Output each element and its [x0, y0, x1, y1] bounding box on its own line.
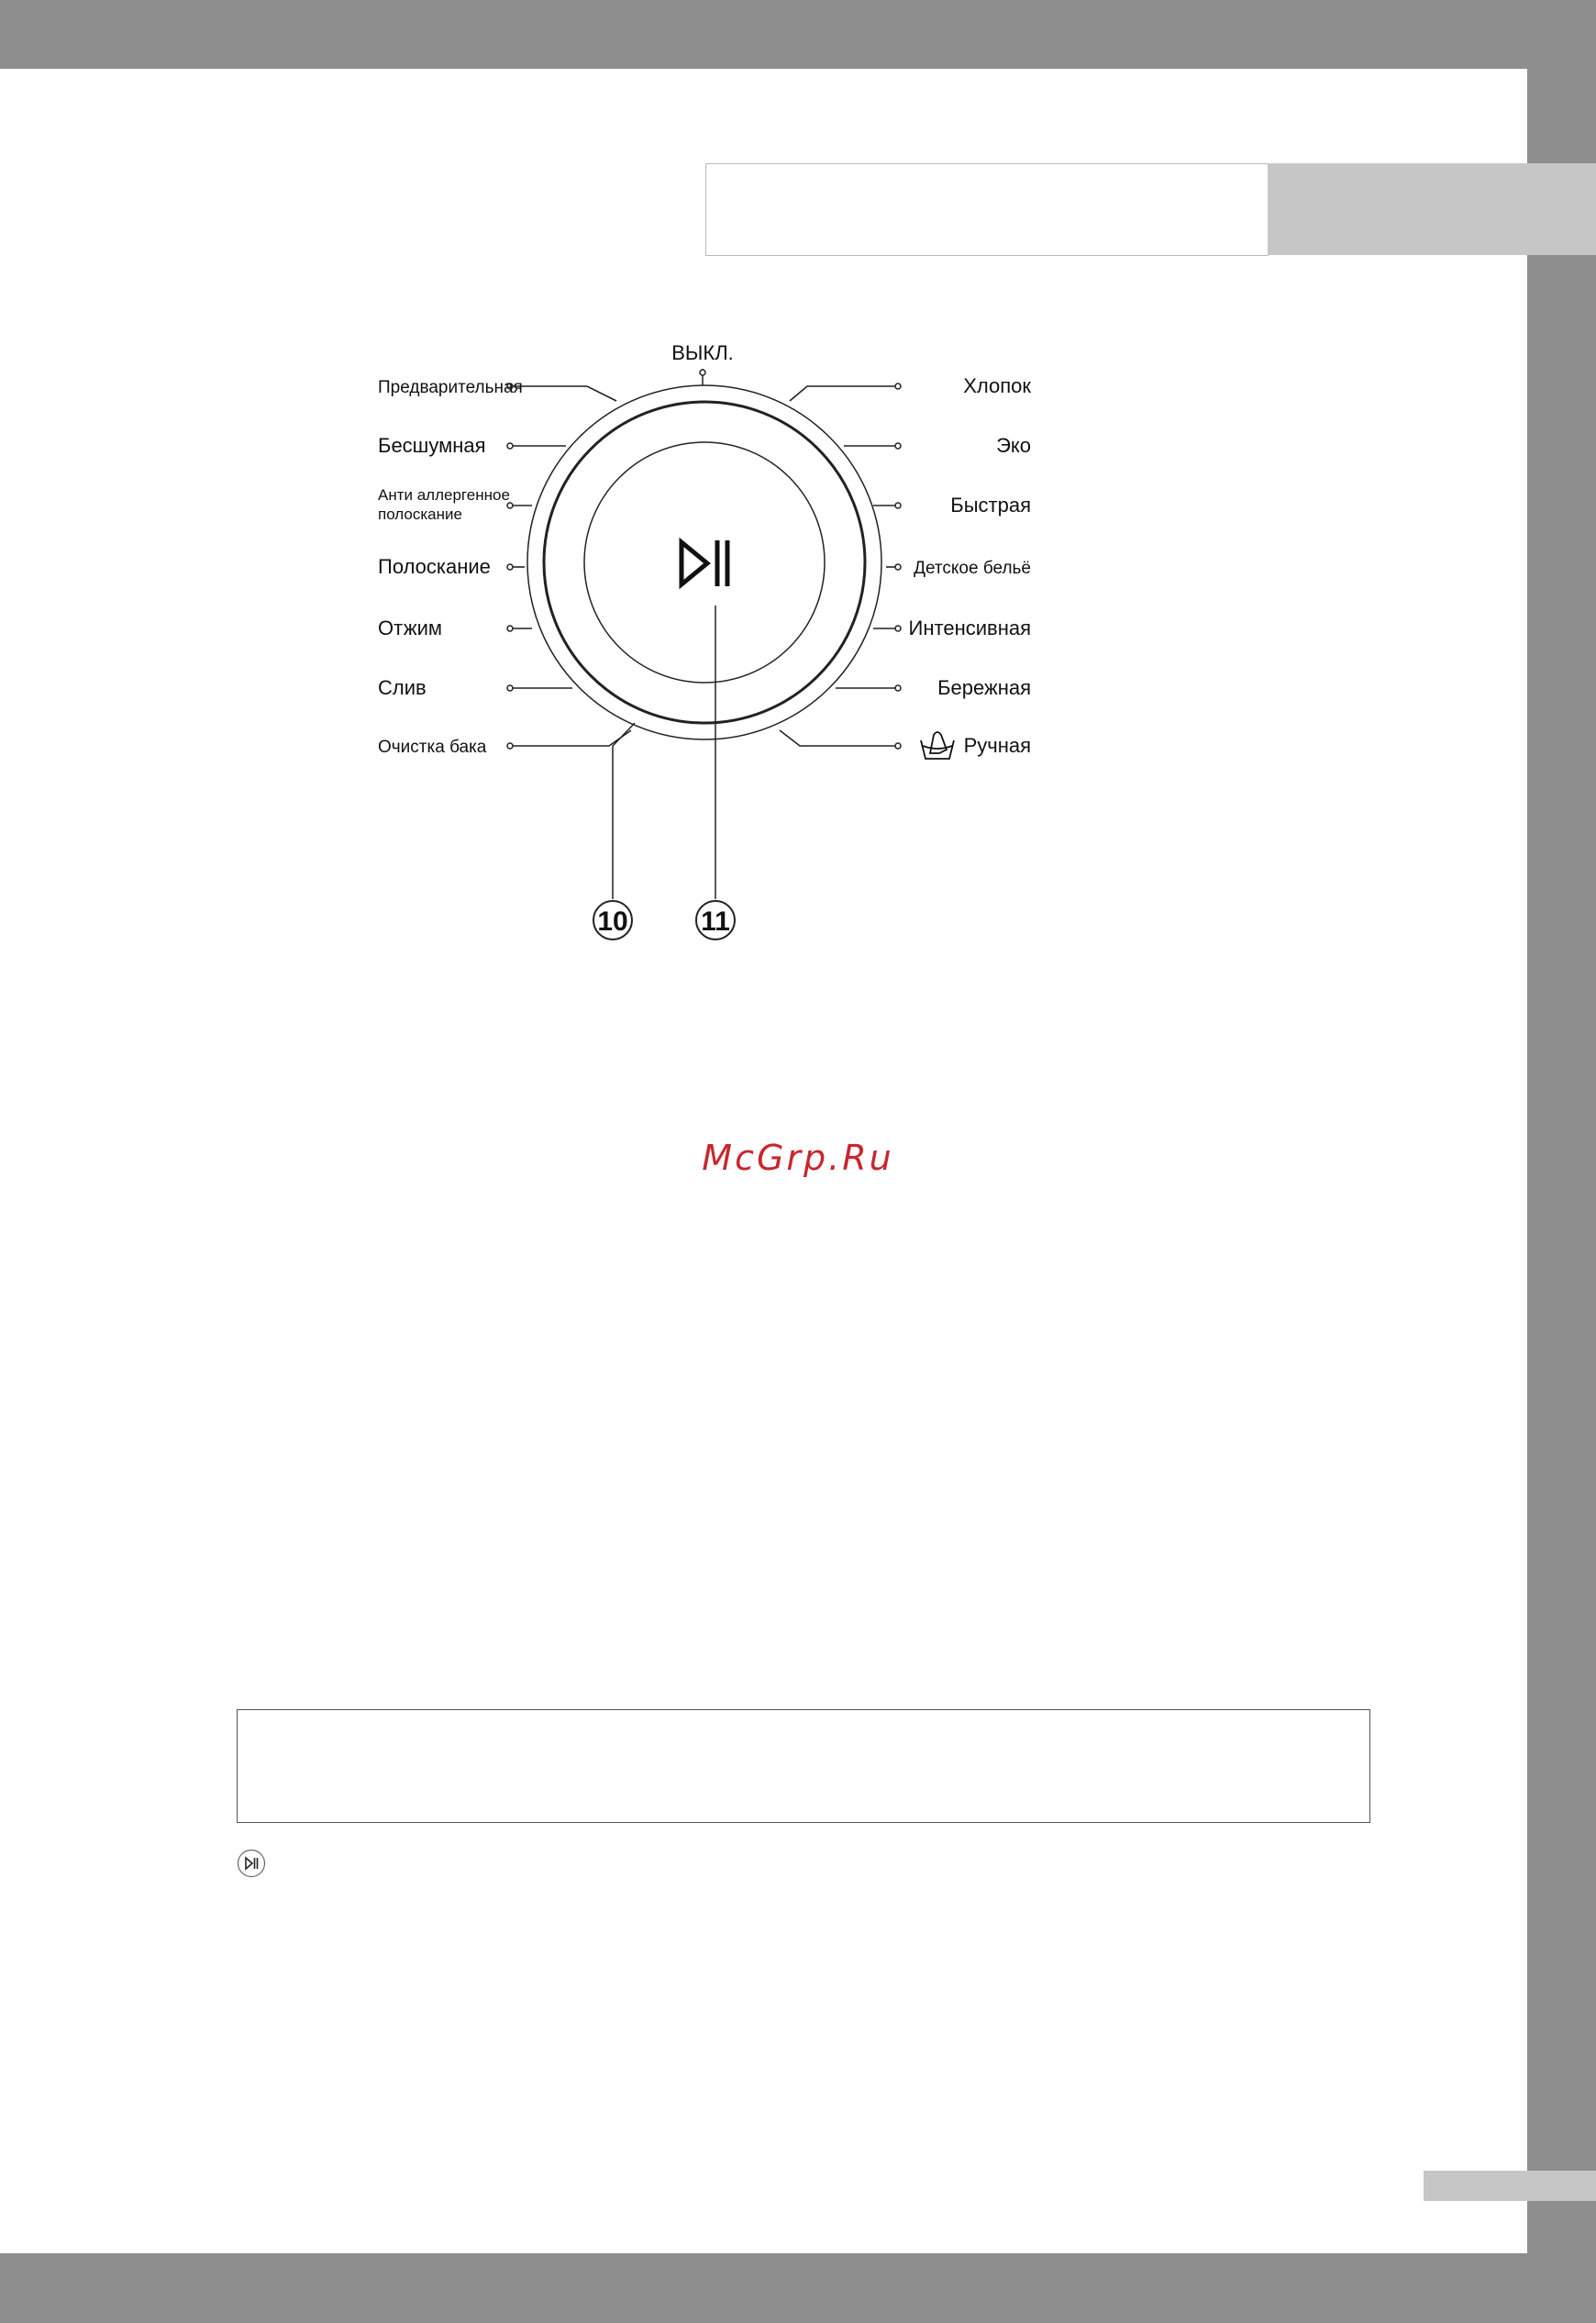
left-program-dot [507, 685, 513, 691]
right-program-label: Интенсивная [908, 617, 1031, 639]
left-program-label: Очистка бака [378, 738, 487, 757]
callout-number-11: 11 [701, 906, 730, 937]
hand-wash-icon [921, 732, 954, 759]
left-program-dot [507, 626, 513, 631]
start-pause-button-icon [237, 1849, 266, 1878]
off-marker [671, 341, 734, 385]
right-program-label: Быстрая [950, 494, 1031, 517]
page-number-tab [1424, 2171, 1596, 2201]
right-program-dot [895, 503, 901, 508]
right-program-dot [895, 685, 901, 691]
left-program-label: Слив [378, 676, 427, 699]
right-program-label: Хлопок [963, 374, 1031, 397]
right-program-label: Бережная [937, 676, 1031, 699]
callout-leader-10 [613, 723, 635, 899]
left-program-leader-line [510, 730, 631, 746]
left-program-label: Бесшумная [378, 434, 486, 457]
left-program-leader-line [510, 386, 616, 401]
left-program-label: Полоскание [378, 555, 491, 578]
right-program-dot [895, 743, 901, 749]
right-program-labels [780, 374, 1031, 759]
left-program-label: Анти аллергенное [378, 486, 510, 504]
right-program-dot [895, 443, 901, 449]
note-box [237, 1709, 1370, 1823]
right-program-dot [895, 564, 901, 570]
right-program-label: Детское бельё [914, 559, 1031, 578]
left-program-dot [507, 564, 513, 570]
off-label: ВЫКЛ. [671, 341, 734, 364]
left-program-dot [507, 443, 513, 449]
right-program-leader-line [790, 386, 898, 401]
left-program-label: Отжим [378, 617, 443, 639]
right-program-dot [895, 383, 901, 389]
right-program-label: Ручная [963, 734, 1031, 757]
right-program-leader-line [780, 730, 898, 746]
left-program-label: Предварительная [378, 378, 523, 397]
watermark: McGrp.Ru [702, 1138, 894, 1178]
right-program-label: Эко [996, 434, 1031, 457]
right-program-dot [895, 626, 901, 631]
left-program-label: полоскание [378, 506, 462, 523]
left-program-dot [507, 743, 513, 749]
start-pause-icon[interactable] [682, 540, 727, 586]
callout-number-10: 10 [597, 906, 628, 937]
